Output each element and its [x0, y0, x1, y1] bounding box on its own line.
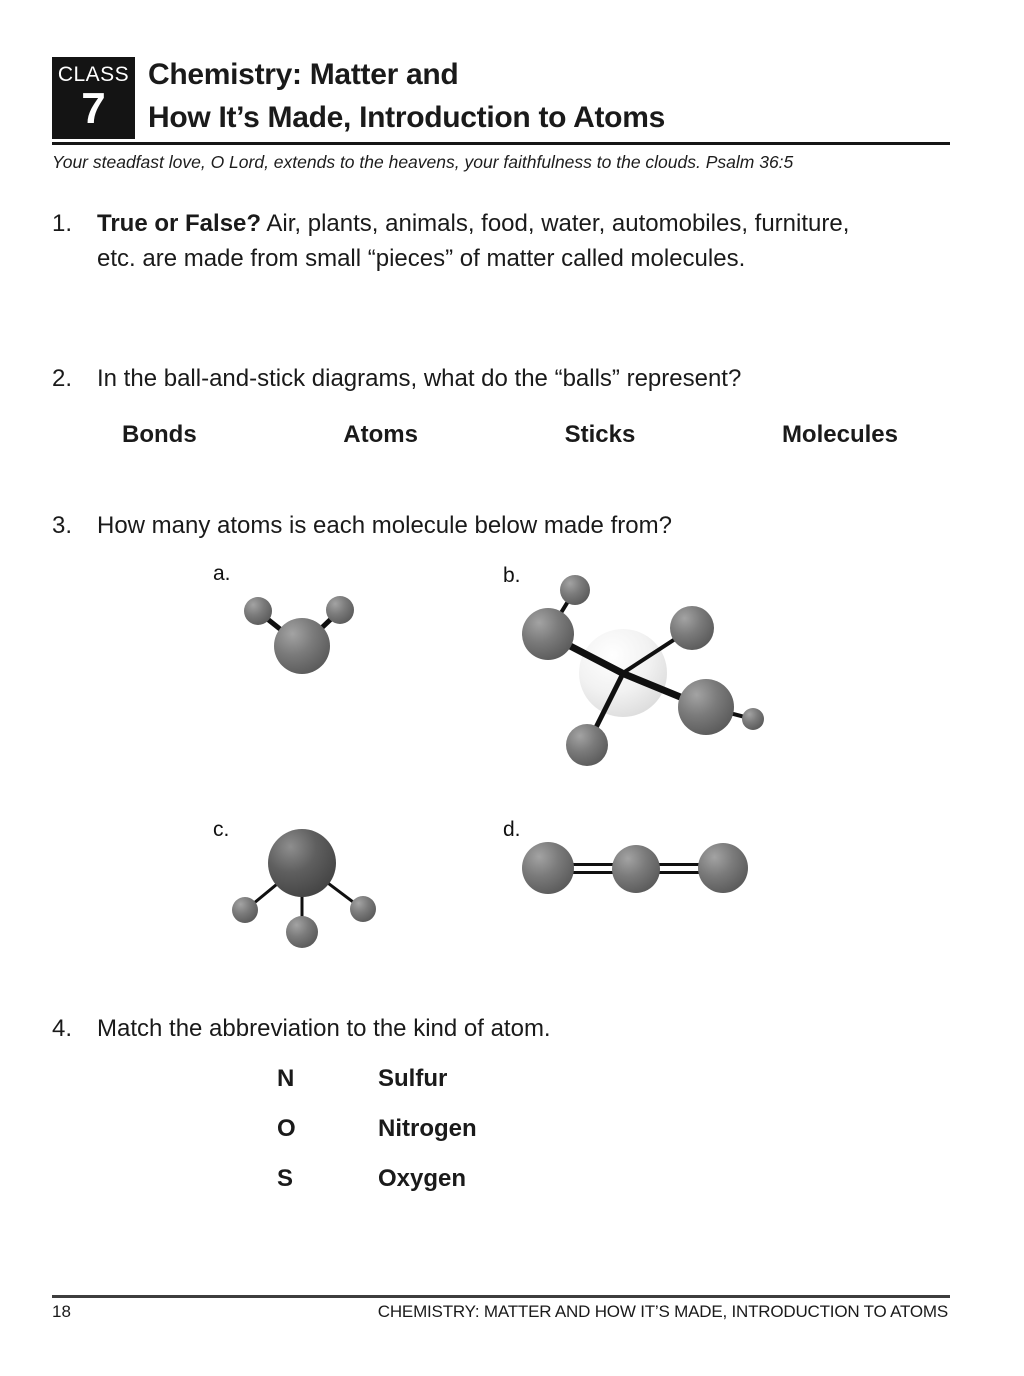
- match-abbrev-n: N: [277, 1065, 295, 1092]
- option-molecules: Molecules: [781, 421, 898, 448]
- atom-sphere: [612, 845, 660, 893]
- scripture-verse: Your steadfast love, O Lord, extends to the heavens, your faithfulness to the clouds. Psalm 36:5: [52, 152, 794, 172]
- option-sticks: Sticks: [564, 421, 636, 448]
- match-word-sulfur: Sulfur: [378, 1065, 448, 1092]
- question-4-text: Match the abbreviation to the kind of atom.: [97, 1015, 551, 1042]
- atom-sphere: [670, 606, 714, 650]
- atom-sphere: [350, 896, 376, 922]
- match-word-oxygen: Oxygen: [378, 1165, 467, 1192]
- question-2-number: 2.: [52, 365, 73, 392]
- molecule-label-c: c.: [213, 818, 230, 841]
- option-bonds: Bonds: [122, 421, 197, 448]
- atom-sphere: [232, 897, 258, 923]
- match-abbrev-o: O: [277, 1115, 296, 1142]
- match-abbrev-s: S: [277, 1165, 294, 1192]
- question-1-body: Air, plants, animals, food, water, automobiles, furniture, etc. are made from small “pieces” of matter called molecules.: [97, 210, 850, 272]
- running-title: CHEMISTRY: MATTER AND HOW IT’S MADE, INTRODUCTION TO ATOMS: [377, 1302, 948, 1321]
- atom-sphere: [678, 679, 734, 735]
- question-2-text: In the ball-and-stick diagrams, what do the “balls” represent?: [97, 365, 742, 392]
- atom-sphere: [566, 724, 608, 766]
- atom-sphere: [742, 708, 764, 730]
- atom-sphere: [326, 596, 354, 624]
- atom-sphere: [698, 843, 748, 893]
- question-3-number: 3.: [52, 512, 73, 539]
- question-4-number: 4.: [52, 1015, 73, 1042]
- page-title-line1: Chemistry: Matter and: [148, 58, 459, 91]
- atom-sphere: [268, 829, 336, 897]
- atom-sphere: [274, 618, 330, 674]
- molecule-label-d: d.: [503, 818, 521, 841]
- atom-sphere: [286, 916, 318, 948]
- question-1-number: 1.: [52, 210, 73, 237]
- option-atoms: Atoms: [343, 421, 418, 448]
- atom-sphere: [560, 575, 590, 605]
- atom-sphere: [522, 842, 574, 894]
- page-title-line2: How It’s Made, Introduction to Atoms: [148, 101, 665, 134]
- footer-divider: [52, 1295, 950, 1298]
- class-badge-label: CLASS: [57, 63, 130, 86]
- page-number: 18: [52, 1302, 71, 1321]
- atom-sphere: [522, 608, 574, 660]
- molecule-label-a: a.: [213, 562, 231, 585]
- question-1-bold-prefix: True or False?: [97, 210, 262, 237]
- question-3-text: How many atoms is each molecule below made from?: [97, 512, 672, 539]
- match-word-nitrogen: Nitrogen: [378, 1115, 477, 1142]
- class-badge-number: 7: [81, 84, 106, 133]
- atom-sphere: [244, 597, 272, 625]
- molecule-label-b: b.: [503, 564, 521, 587]
